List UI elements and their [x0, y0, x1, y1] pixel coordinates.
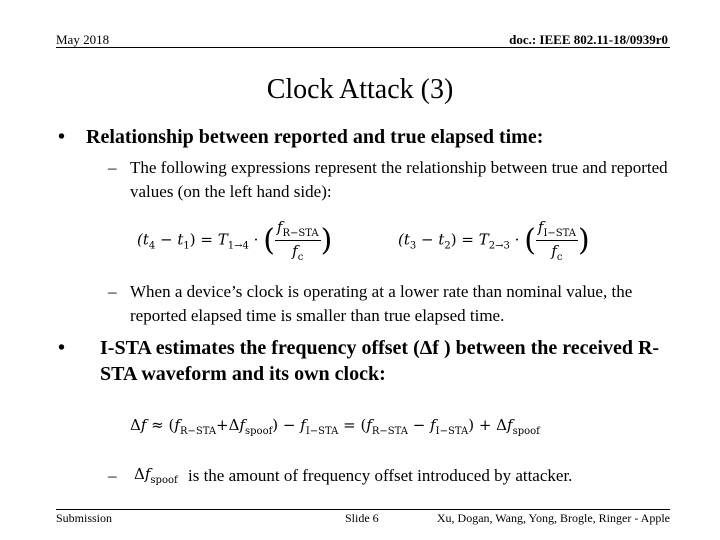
equation-frequency-offset: $\Delta f \approx (f_{R-STA}+\Delta f_{spoof}) - f_{I-STA} = (f_{R-STA} - f_{I-STA}) + \Delta f_{spoof}$	[130, 416, 540, 437]
bullet-1-text: Relationship between reported and true elapsed time:	[86, 126, 544, 148]
footer-authors: Xu, Dogan, Wang, Yong, Brogle, Ringer - Apple	[436, 511, 670, 525]
bullet-2	[58, 335, 678, 387]
dash-marker: –	[108, 282, 117, 301]
bullet-marker: •	[58, 126, 66, 148]
footer-submission: Submission	[56, 511, 113, 525]
header-doc-id: doc.: IEEE 802.11-18/0939r0	[509, 32, 668, 47]
sub-bullet-1-1	[108, 156, 668, 204]
sub-bullet-1-1-text: The following expressions represent the relationship between true and reported values (on the left hand side):	[130, 158, 668, 201]
dash-marker: –	[108, 466, 117, 485]
slide-title: Clock Attack (3)	[266, 74, 454, 105]
equation-right: $(t_3 - t_2) = T_{2\to 3}$ · ( $\frac{f_{I-STA}}{f_c}$ )	[398, 218, 590, 263]
delta-f-spoof-symbol: $\Delta f_{spoof}$	[134, 465, 178, 486]
header-date: May 2018	[56, 32, 110, 47]
bullet-1	[58, 124, 678, 150]
header-divider	[56, 47, 670, 48]
footer-slide-number: Slide 6	[345, 511, 379, 525]
equation-left: $(t_4 - t_1) = T_{1\to 4}$ · ( $\frac{f_{R-STA}}{f_c}$ )	[137, 218, 333, 263]
sub-bullet-2-1-text: is the amount of frequency offset introduced by attacker.	[188, 466, 573, 485]
sub-bullet-2-1	[108, 464, 668, 488]
bullet-2-text: I-STA estimates the frequency offset (Δf ) between the received R-STA waveform and its own clock:	[100, 337, 660, 385]
dash-marker: –	[108, 158, 117, 177]
bullet-marker: •	[58, 337, 66, 359]
footer-divider	[56, 509, 670, 510]
sub-bullet-1-2-text: When a device’s clock is operating at a lower rate than nominal value, the reported elapsed time is smaller than true elapsed time.	[130, 282, 633, 325]
sub-bullet-1-2	[108, 280, 668, 328]
